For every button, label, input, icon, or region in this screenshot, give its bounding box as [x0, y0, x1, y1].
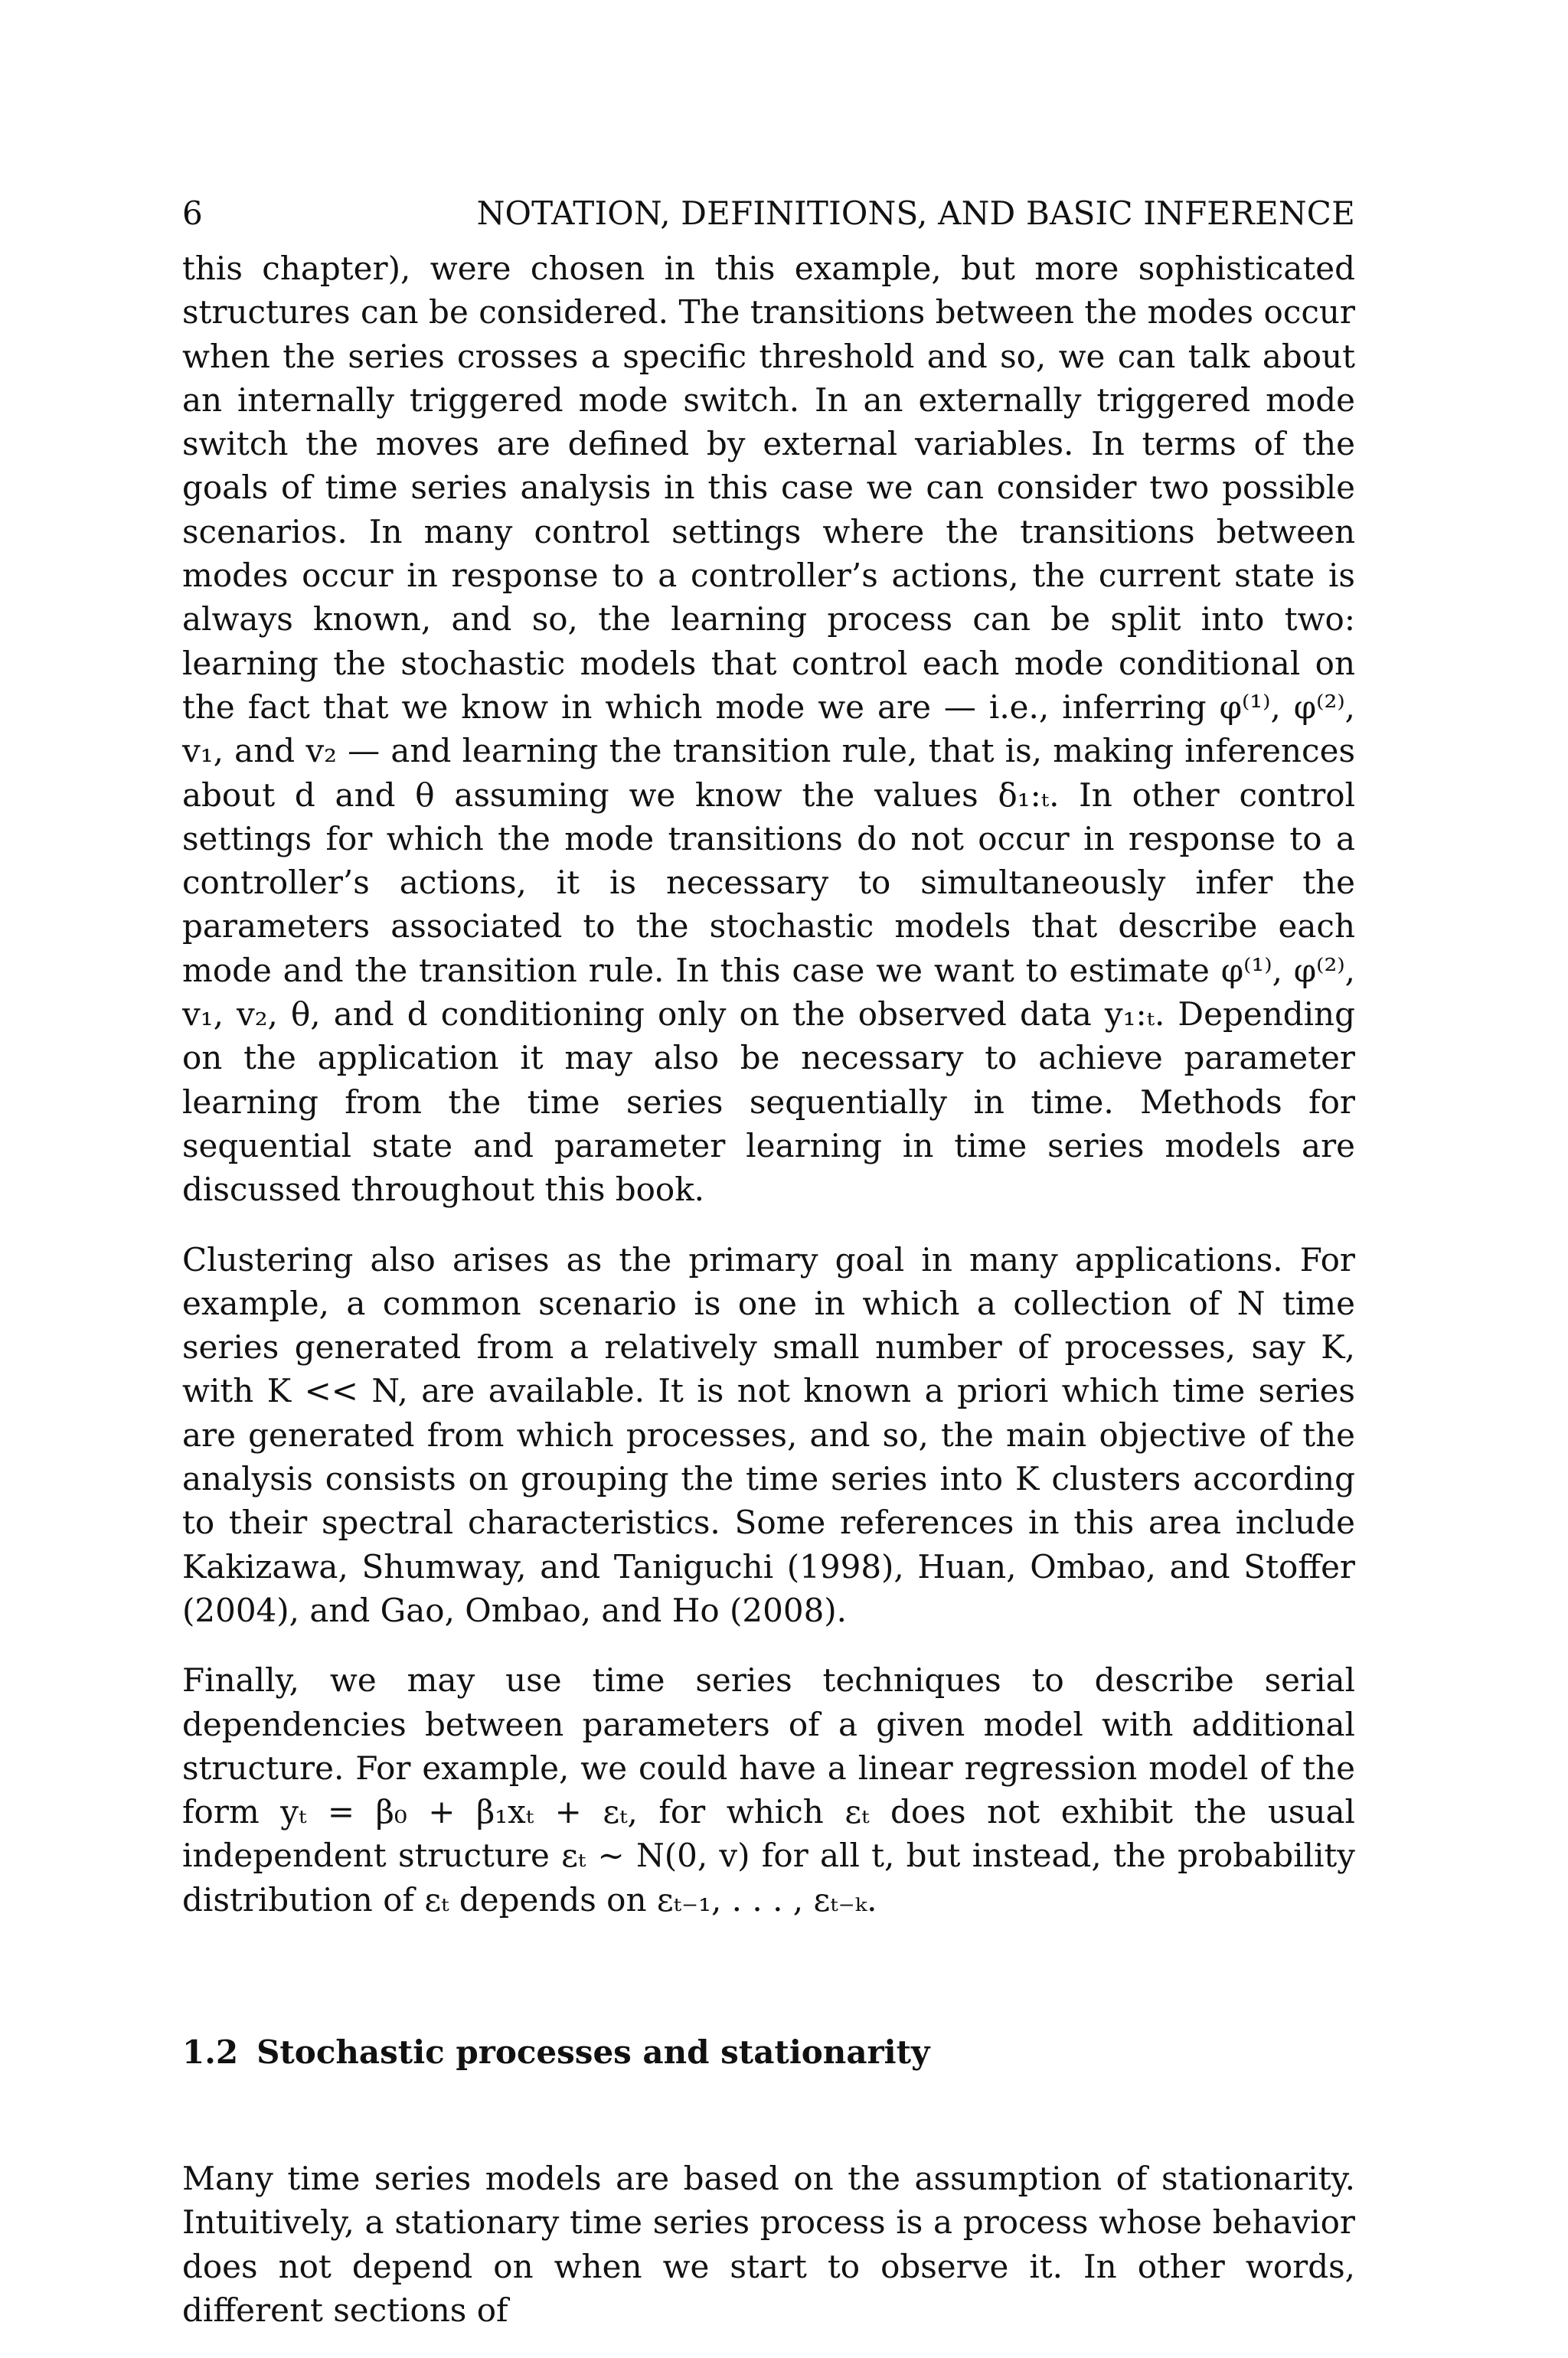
- section-heading: [182, 2030, 1355, 2074]
- paragraph-clustering: Clustering also arises as the primary goal in many applications. For example, a common scenario is one in which a collection of N time series generated from a relatively small number of processes, say K, with K << N, are available. It is not known a priori which time series are generated from which processes, and so, the main objective of the analysis consists on grouping the time series into K clusters according to their spectral characteristics. Some references in this area include Kakizawa, Shumway, and Taniguchi (1998), Huan, Ombao, and Stoffer (2004), and Gao, Ombao, and Ho (2008).: [182, 1240, 1355, 1629]
- paragraph-mode-switching: this chapter), were chosen in this example, but more sophisticated structures can be considered. The transitions between the modes occur when the series crosses a specific threshold and so, we can talk about an internally triggered mode switch. In an externally triggered mode switch the moves are defined by external variables. In terms of the goals of time series analysis in this case we can consider two possible scenarios. In many control settings where the transitions between modes occur in response to a controller’s actions, the current state is always known, and so, the learning process can be split into two: learning the stochastic models that control each mode conditional on the fact that we know in which mode we are — i.e., inferring φ⁽¹⁾, φ⁽²⁾, v₁, and v₂ — and learning the transition rule, that is, making inferences about d and θ assuming we know the values δ₁:ₜ. In other control settings for which the mode transitions do not occur in response to a controller’s actions, it is necessary to simultaneously infer the parameters associated to the stochastic models that describe each mode and the transition rule. In this case we want to estimate φ⁽¹⁾, φ⁽²⁾, v₁, v₂, θ, and d conditioning only on the observed data y₁:ₜ. Depending on the application it may also be necessary to achieve parameter learning from the time series sequentially in time. Methods for sequential state and parameter learning in time series models are discussed throughout this book.: [182, 250, 1355, 1209]
- book-page: [182, 191, 1355, 2358]
- paragraph-stationarity-intro: Many time series models are based on the assumption of stationarity. Intuitively, a stationary time series process is a process whose behavior does not depend on when we start to observe it. In other words, different sections of: [182, 2159, 1355, 2329]
- page-number: 6: [182, 194, 203, 232]
- section-title: Stochastic processes and stationarity: [256, 2033, 930, 2071]
- section-number: 1.2: [182, 2033, 239, 2071]
- running-head: [182, 191, 1355, 236]
- running-title: NOTATION, DEFINITIONS, AND BASIC INFERENCE: [476, 194, 1355, 232]
- paragraph-serial-dependence: Finally, we may use time series techniques to describe serial dependencies between parameters of a given model with additional structure. For example, we could have a linear regression model of the form yₜ = β₀ + β₁xₜ + εₜ, for which εₜ does not exhibit the usual independent structure εₜ ∼ N(0, v) for all t, but instead, the probability distribution of εₜ depends on εₜ₋₁, . . . , εₜ₋ₖ.: [182, 1661, 1355, 1919]
